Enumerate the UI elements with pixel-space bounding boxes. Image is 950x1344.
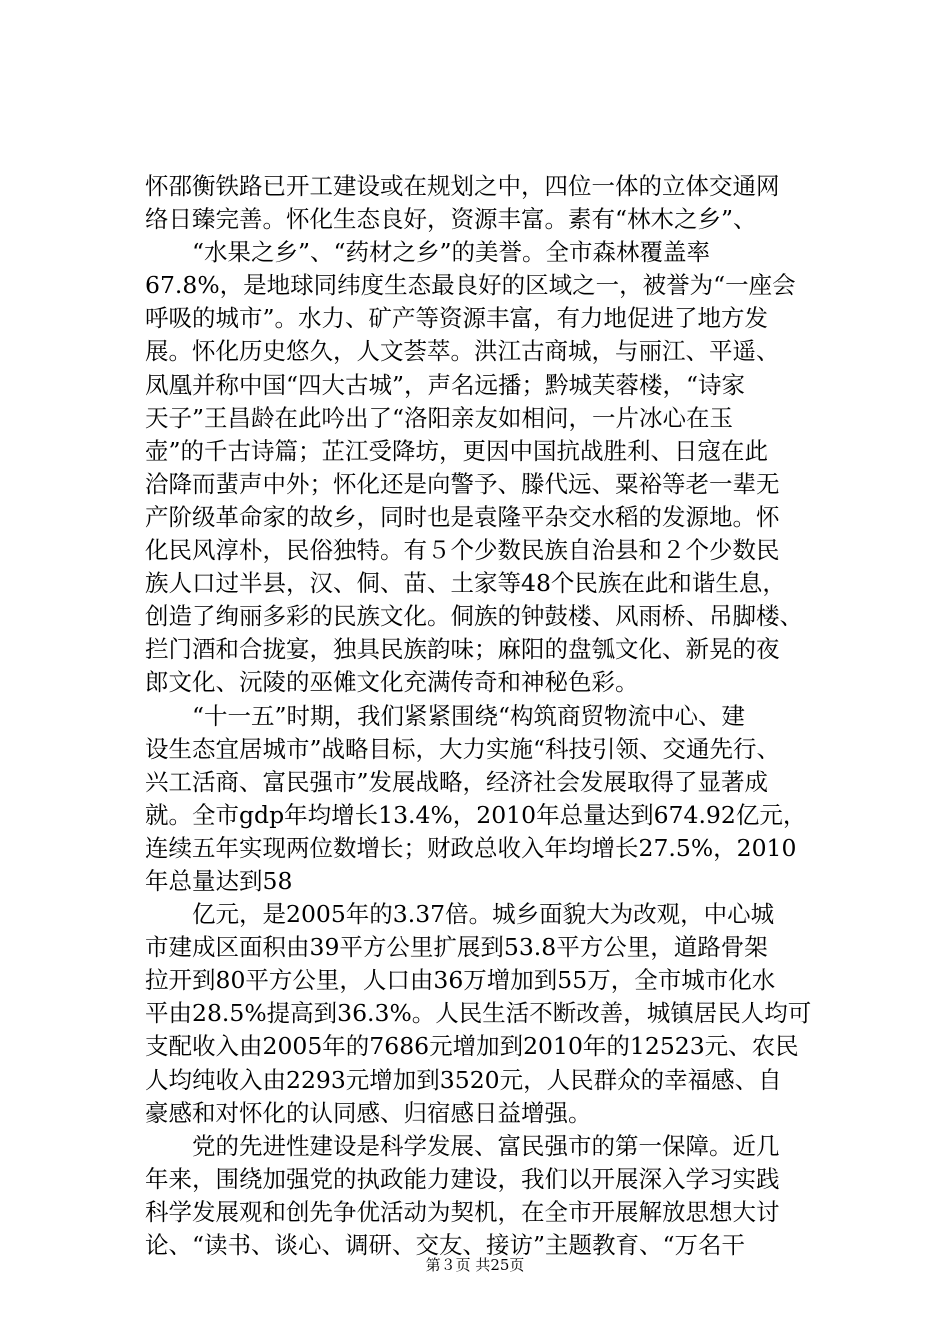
text-line: 亿元，是2005年的3.37倍。城乡面貌大为改观，中心城: [192, 900, 775, 929]
text-line: 市建成区面积由39平方公里扩展到53.8平方公里，道路骨架: [145, 933, 768, 962]
text-line: 平由28.5%提高到36.3%。人民生活不断改善，城镇居民人均可: [145, 999, 812, 1028]
text-line: 壶”的千古诗篇；芷江受降坊，更因中国抗战胜利、日寇在此: [145, 436, 769, 465]
text-line: 产阶级革命家的故乡，同时也是袁隆平杂交水稻的发源地。怀: [145, 502, 780, 531]
text-line: 族人口过半县，汉、侗、苗、土家等48个民族在此和谐生息，: [145, 569, 786, 598]
text-line: 凤凰并称中国“四大古城”，声名远播；黔城芙蓉楼，“诗家: [145, 370, 746, 399]
text-line: 拉开到80平方公里，人口由36万增加到55万，全市城市化水: [145, 966, 776, 995]
text-line: “十一五”时期，我们紧紧围绕“构筑商贸物流中心、建: [192, 701, 746, 730]
document-body: [145, 170, 825, 1262]
text-line: 豪感和对怀化的认同感、归宿感日益增强。: [145, 1098, 592, 1127]
text-line: 兴工活商、富民强市”发展战略，经济社会发展取得了显著成: [145, 767, 769, 796]
text-line: 怀邵衡铁路已开工建设或在规划之中，四位一体的立体交通网: [145, 172, 780, 200]
page-footer: 第３页 共25页: [425, 1256, 525, 1274]
text-line: 年来，围绕加强党的执政能力建设，我们以开展深入学习实践: [145, 1164, 780, 1193]
text-line: 支配收入由2005年的7686元增加到2010年的12523元、农民: [145, 1032, 799, 1061]
text-line: 论、“读书、谈心、调研、交友、接访”主题教育、“万名干: [145, 1231, 746, 1259]
text-line: 就。全市gdp年均增长13.4%，2010年总量达到674.92亿元，: [145, 800, 807, 829]
text-line: 洽降而蜚声中外；怀化还是向警予、滕代远、粟裕等老一辈无: [145, 469, 780, 498]
text-line: 郎文化、沅陵的巫傩文化充满传奇和神秘色彩。: [145, 668, 639, 697]
text-line: 年总量达到58: [145, 866, 293, 895]
text-line: 科学发展观和创先争优活动为契机，在全市开展解放思想大讨: [145, 1197, 780, 1226]
text-line: 拦门酒和合拢宴，独具民族韵味；麻阳的盘瓠文化、新晃的夜: [145, 635, 780, 664]
text-line: 67.8%，是地球同纬度生态最良好的区域之一，被誉为“一座会: [145, 271, 796, 300]
text-line: 呼吸的城市”。水力、矿产等资源丰富，有力地促进了地方发: [145, 304, 769, 333]
text-line: 络日臻完善。怀化生态良好，资源丰富。素有“林木之乡”、: [145, 205, 757, 234]
text-line: 天子”王昌龄在此吟出了“洛阳亲友如相问，一片冰心在玉: [145, 403, 734, 432]
text-line: 人均纯收入由2293元增加到3520元，人民群众的幸福感、自: [145, 1065, 782, 1094]
text-line: “水果之乡”、“药材之乡”的美誉。全市森林覆盖率: [192, 238, 711, 267]
text-line: 创造了绚丽多彩的民族文化。侗族的钟鼓楼、风雨桥、吊脚楼、: [145, 602, 803, 631]
text-line: 化民风淳朴，民俗独特。有５个少数民族自治县和２个少数民: [145, 536, 780, 565]
text-line: 展。怀化历史悠久，人文荟萃。洪江古商城，与丽江、平遥、: [145, 337, 780, 366]
text-line: 设生态宜居城市”战略目标，大力实施“科技引领、交通先行、: [145, 734, 781, 763]
text-line: 连续五年实现两位数增长；财政总收入年均增长27.5%，2010: [145, 833, 797, 862]
text-line: 党的先进性建设是科学发展、富民强市的第一保障。近几: [192, 1131, 780, 1160]
